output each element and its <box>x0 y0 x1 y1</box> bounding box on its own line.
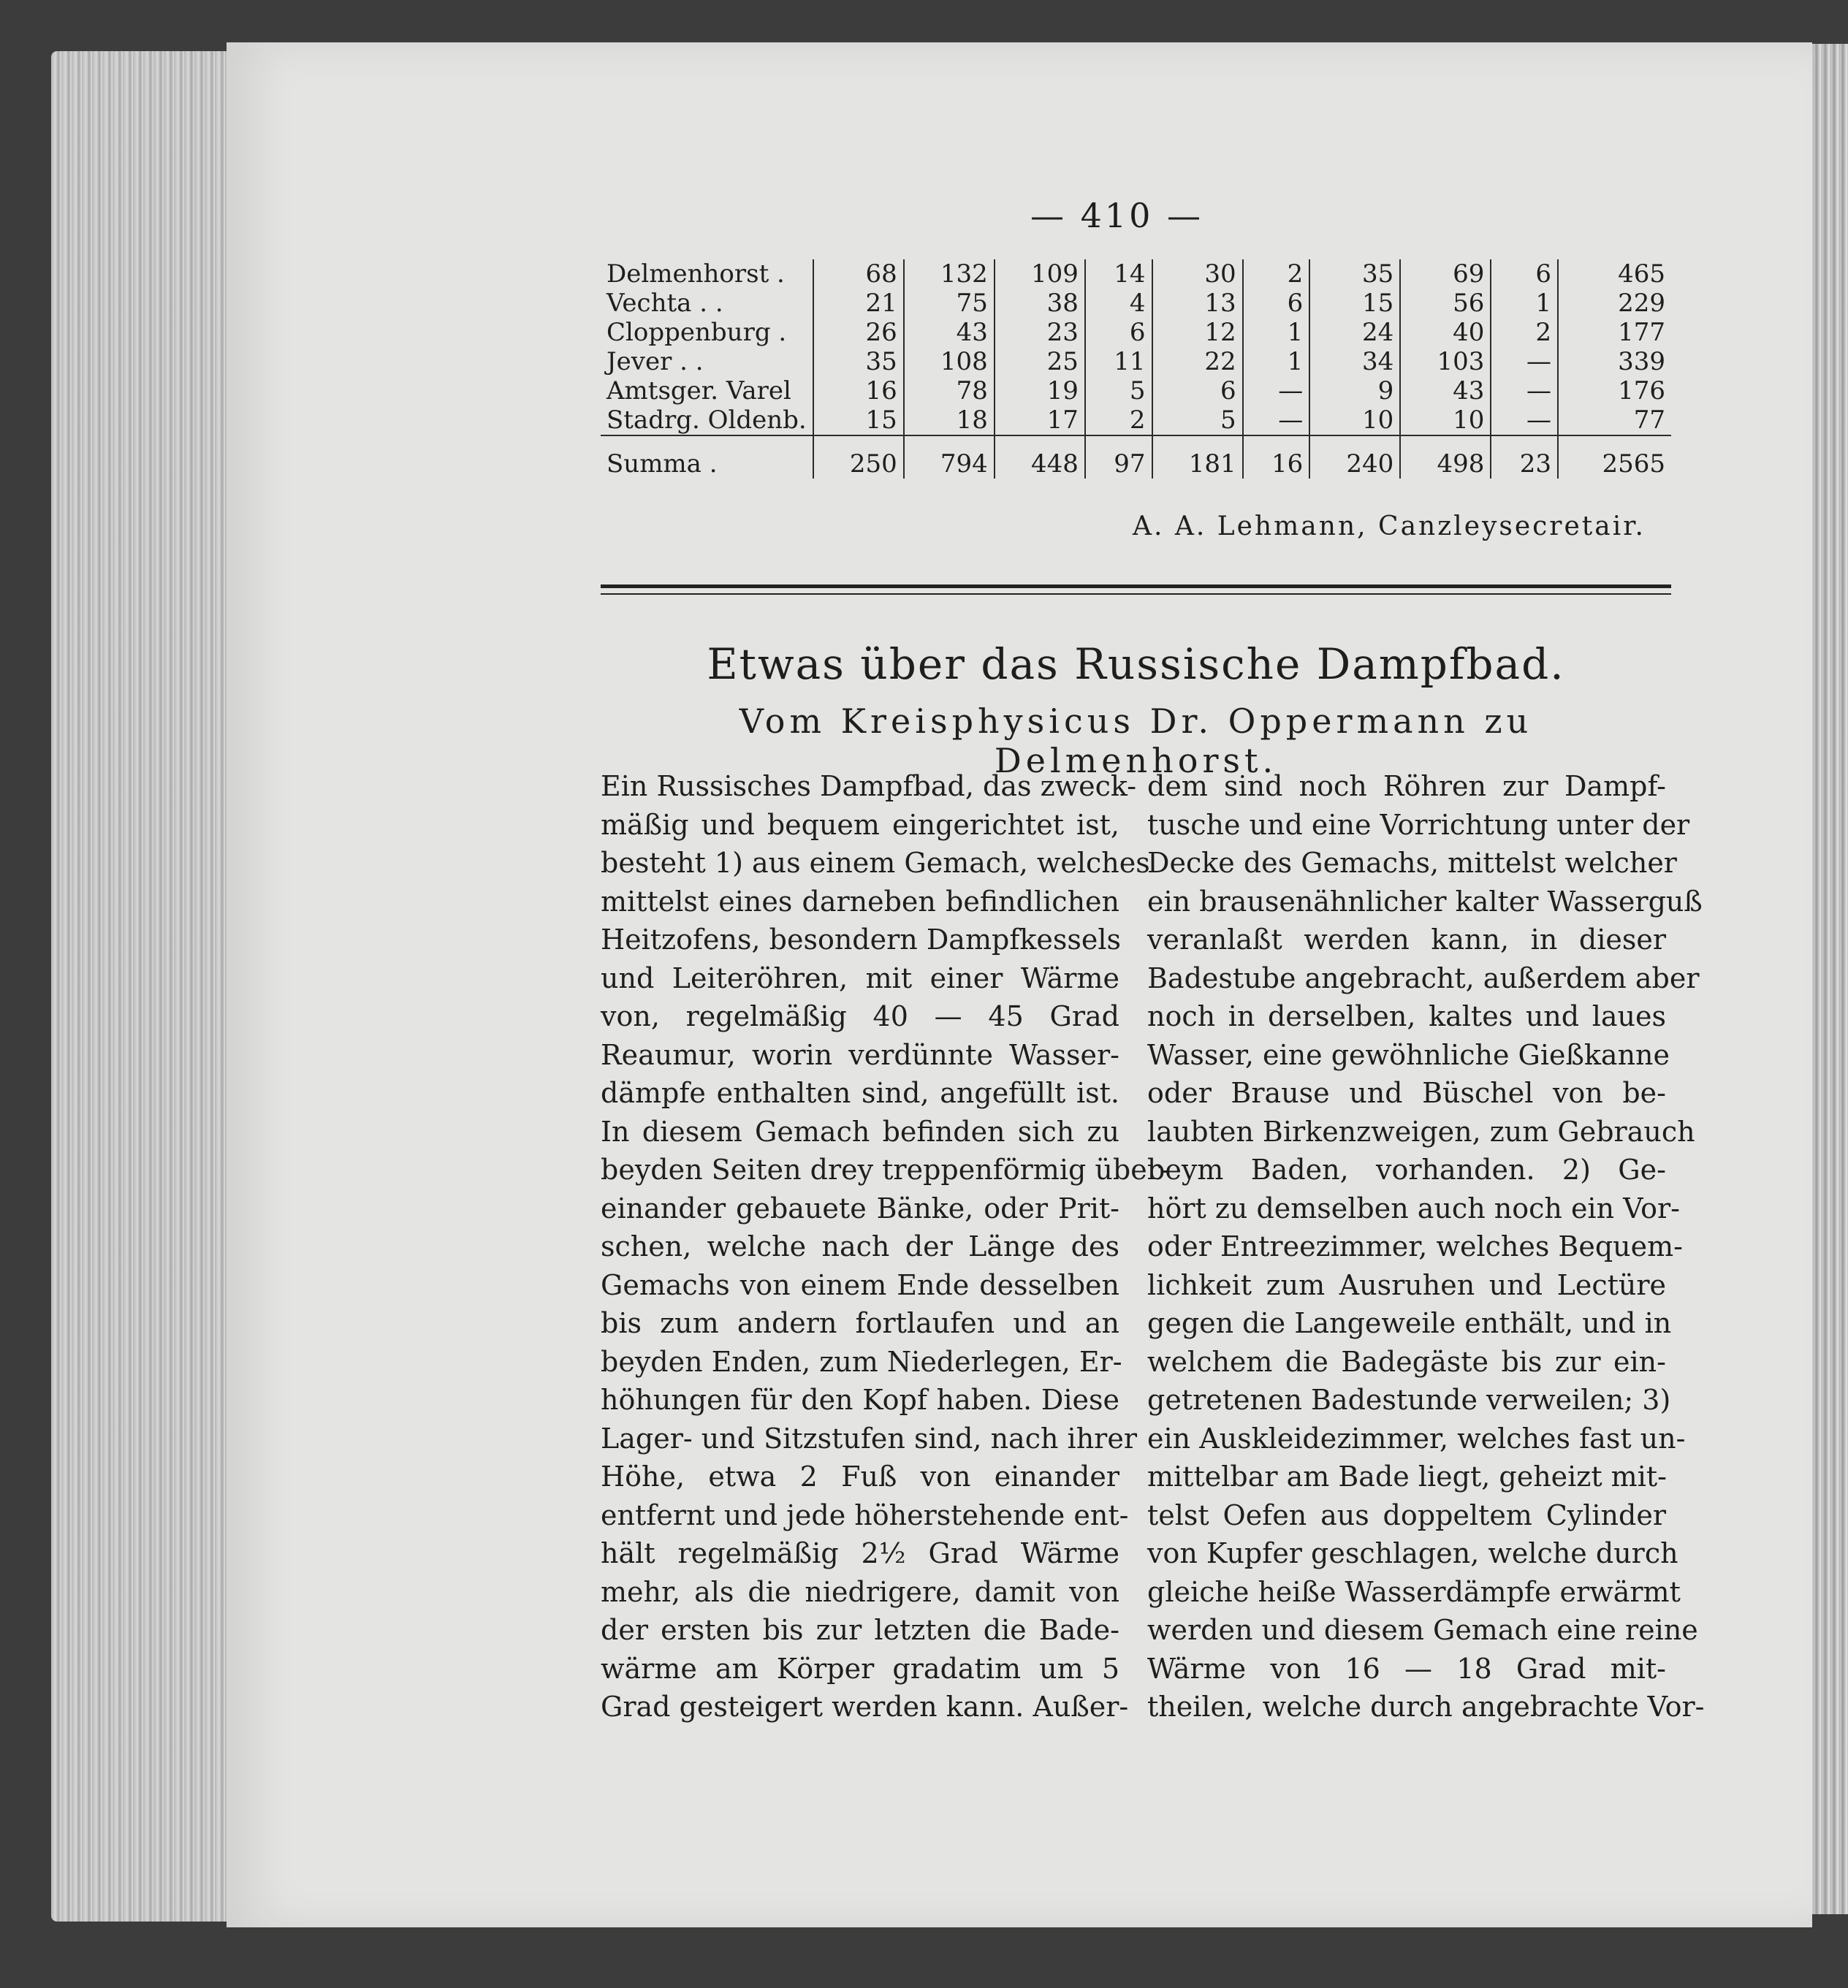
table-cell: 22 <box>1152 347 1243 376</box>
text-line: Ein Russisches Dampfbad, das zweck- <box>601 770 1137 802</box>
table-cell: 4 <box>1085 289 1152 318</box>
table-cell: 448 <box>995 435 1085 479</box>
text-line: Höhe, etwa 2 Fuß von einander <box>601 1460 1119 1493</box>
table-row <box>601 376 1671 405</box>
text-line: lichkeit zum Ausruhen und Lectüre <box>1147 1268 1666 1301</box>
text-line: Gemachs von einem Ende desselben <box>601 1268 1119 1301</box>
text-line: laubten Birkenzweigen, zum Gebrauch <box>1147 1115 1695 1148</box>
text-line: beyden Seiten drey treppenförmig über- <box>601 1154 1170 1186</box>
text-line: Wasser, eine gewöhnliche Gießkanne <box>1147 1038 1670 1071</box>
divider-rule-thin <box>601 593 1671 595</box>
text-line: Wärme von 16 — 18 Grad mit- <box>1147 1652 1666 1685</box>
page-number: — 410 — <box>1030 196 1204 235</box>
text-line: noch in derselben, kaltes und laues <box>1147 1000 1666 1032</box>
table-row <box>601 289 1671 318</box>
table-cell: 35 <box>1309 259 1400 289</box>
table-cell: — <box>1243 405 1310 435</box>
text-line: hört zu demselben auch noch ein Vor- <box>1147 1192 1680 1225</box>
table-cell: 5 <box>1152 405 1243 435</box>
table-cell: 97 <box>1085 435 1152 479</box>
text-line: wärme am Körper gradatim um 5 <box>601 1652 1119 1685</box>
table-cell: 176 <box>1618 376 1665 405</box>
table-cell: 5 <box>1085 376 1152 405</box>
text-line: telst Oefen aus doppeltem Cylinder <box>1147 1498 1666 1531</box>
text-line: höhungen für den Kopf haben. Diese <box>601 1384 1119 1416</box>
text-line: Lager- und Sitzstufen sind, nach ihrer <box>601 1422 1137 1455</box>
table-cell: — <box>1243 376 1310 405</box>
table-row-label: Delmenhorst . <box>601 259 813 289</box>
table-cell: 6 <box>1491 259 1558 289</box>
table-row-label: Jever . . <box>601 347 813 376</box>
text-line: ein brausenähnlicher kalter Wasserguß <box>1147 885 1703 918</box>
table-cell: 34 <box>1309 347 1400 376</box>
text-column-right <box>1147 767 1705 1726</box>
table-cell: 2565 <box>1558 435 1671 479</box>
text-line: mäßig und bequem eingerichtet ist, <box>601 808 1119 841</box>
table-cell: 6 <box>1152 376 1243 405</box>
table-cell: 108 <box>904 347 995 376</box>
text-line: mehr, als die niedrigere, damit von <box>601 1575 1119 1608</box>
table-cell: 12 <box>1152 318 1243 347</box>
text-line: gegen die Langeweile enthält, und in <box>1147 1307 1672 1339</box>
text-line: entfernt und jede höherstehende ent- <box>601 1498 1129 1531</box>
table-cell: 177 <box>1618 318 1665 347</box>
table-cell: 2 <box>1085 405 1152 435</box>
text-line: werden und diesem Gemach eine reine <box>1147 1614 1698 1646</box>
text-column-left <box>601 767 1170 1726</box>
text-line: theilen, welche durch angebrachte Vor- <box>1147 1691 1705 1723</box>
text-line: ein Auskleidezimmer, welches fast un- <box>1147 1422 1686 1455</box>
text-line: gleiche heiße Wasserdämpfe erwärmt <box>1147 1575 1681 1608</box>
table-cell: — <box>1491 405 1558 435</box>
text-line: beym Baden, vorhanden. 2) Ge- <box>1147 1154 1666 1186</box>
table-cell: 40 <box>1400 318 1491 347</box>
text-line: welchem die Badegäste bis zur ein- <box>1147 1345 1666 1378</box>
table-cell: 6 <box>1085 318 1152 347</box>
table-cell: 14 <box>1085 259 1152 289</box>
table-cell: 109 <box>995 259 1085 289</box>
table-cell: 38 <box>995 289 1085 318</box>
text-line: Badestube angebracht, außerdem aber <box>1147 961 1700 994</box>
table-row-label: Cloppenburg . <box>601 318 813 347</box>
table-cell: 24 <box>1309 318 1400 347</box>
text-line: tusche und eine Vorrichtung unter der <box>1147 808 1690 841</box>
table-cell: 2 <box>1243 259 1310 289</box>
signature: A. A. Lehmann, Canzleysecretair. <box>1133 511 1646 541</box>
table-cell: 181 <box>1152 435 1243 479</box>
table-cell: 43 <box>1400 376 1491 405</box>
text-line: getretenen Badestunde verweilen; 3) <box>1147 1384 1671 1416</box>
table-row-label: Vechta . . <box>601 289 813 318</box>
article-byline: Vom Kreisphysicus Dr. Oppermann zu Delmenhorst. <box>739 701 1533 780</box>
table-row <box>601 259 1671 289</box>
table-cell: 43 <box>904 318 995 347</box>
table-row <box>601 405 1671 435</box>
text-line: einander gebauete Bänke, oder Prit- <box>601 1192 1119 1225</box>
text-line: Decke des Gemachs, mittelst welcher <box>1147 847 1677 879</box>
table-row-label: Summa . <box>601 435 813 479</box>
table-row-label: Stadrg. Oldenb. <box>601 405 813 435</box>
table-cell: 77 <box>1633 405 1665 435</box>
text-line: veranlaßt werden kann, in dieser <box>1147 923 1666 956</box>
table-cell: 10 <box>1309 405 1400 435</box>
table-cell: 465 <box>1618 259 1665 289</box>
text-line: von, regelmäßig 40 — 45 Grad <box>601 1000 1119 1032</box>
text-line: beyden Enden, zum Niederlegen, Er- <box>601 1345 1122 1378</box>
divider-rule-thick <box>601 584 1671 588</box>
table-cell: 794 <box>904 435 995 479</box>
table-cell: 25 <box>995 347 1085 376</box>
table-cell: 15 <box>813 405 904 435</box>
text-line: In diesem Gemach befinden sich zu <box>601 1115 1119 1148</box>
text-line: dem sind noch Röhren zur Dampf- <box>1147 770 1666 802</box>
table-cell: 11 <box>1085 347 1152 376</box>
text-line: oder Brause und Büschel von be- <box>1147 1077 1666 1109</box>
book-page-edges <box>51 51 234 1922</box>
text-line: von Kupfer geschlagen, welche durch <box>1147 1537 1678 1569</box>
table-cell: 240 <box>1309 435 1400 479</box>
text-line: der ersten bis zur letzten die Bade- <box>601 1614 1119 1646</box>
table-cell: 21 <box>813 289 904 318</box>
statistics-table <box>601 259 1671 479</box>
table-cell: 2 <box>1491 318 1558 347</box>
table-cell: 1 <box>1243 318 1310 347</box>
table-cell: 229 <box>1618 289 1665 318</box>
table-cell: 26 <box>813 318 904 347</box>
table-cell: 18 <box>904 405 995 435</box>
text-line: mittelst eines darneben befindlichen <box>601 885 1119 918</box>
text-line: Grad gesteigert werden kann. Außer- <box>601 1691 1129 1723</box>
text-line: Heitzofens, besondern Dampfkessels <box>601 923 1122 956</box>
table-cell: 103 <box>1400 347 1491 376</box>
text-line: mittelbar am Bade liegt, geheizt mit- <box>1147 1460 1667 1493</box>
table-cell: 78 <box>904 376 995 405</box>
table-cell: 1 <box>1243 347 1310 376</box>
table-cell: 9 <box>1309 376 1400 405</box>
table-cell: 23 <box>1491 435 1558 479</box>
table-cell: 30 <box>1152 259 1243 289</box>
table-cell: 56 <box>1400 289 1491 318</box>
table-row <box>601 318 1671 347</box>
table-sum-row <box>601 435 1671 479</box>
table-cell: 250 <box>813 435 904 479</box>
table-cell: 23 <box>995 318 1085 347</box>
article-title: Etwas über das Russische Dampfbad. <box>707 639 1565 689</box>
table-cell: 16 <box>813 376 904 405</box>
table-row <box>601 347 1671 376</box>
text-line: besteht 1) aus einem Gemach, welches <box>601 847 1150 879</box>
table-cell: 132 <box>904 259 995 289</box>
table-cell: 13 <box>1152 289 1243 318</box>
table-cell: — <box>1491 376 1558 405</box>
text-line: oder Entreezimmer, welches Bequem- <box>1147 1230 1684 1263</box>
table-cell: 16 <box>1243 435 1310 479</box>
text-line: schen, welche nach der Länge des <box>601 1230 1119 1263</box>
table-cell: 19 <box>995 376 1085 405</box>
table-cell: — <box>1491 347 1558 376</box>
table-cell: 69 <box>1400 259 1491 289</box>
text-line: Reaumur, worin verdünnte Wasser- <box>601 1038 1119 1071</box>
table-cell: 1 <box>1491 289 1558 318</box>
text-line: bis zum andern fortlaufen und an <box>601 1307 1119 1339</box>
table-cell: 339 <box>1618 347 1665 376</box>
table-cell: 10 <box>1400 405 1491 435</box>
table-cell: 68 <box>813 259 904 289</box>
table-cell: 498 <box>1400 435 1491 479</box>
text-line: dämpfe enthalten sind, angefüllt ist. <box>601 1077 1119 1109</box>
text-line: hält regelmäßig 2½ Grad Wärme <box>601 1537 1119 1569</box>
text-line: und Leiteröhren, mit einer Wärme <box>601 961 1119 994</box>
table-cell: 15 <box>1309 289 1400 318</box>
table-cell: 75 <box>904 289 995 318</box>
table-cell: 35 <box>813 347 904 376</box>
table-cell: 6 <box>1243 289 1310 318</box>
table-cell: 17 <box>995 405 1085 435</box>
table-row-label: Amtsger. Varel <box>601 376 813 405</box>
